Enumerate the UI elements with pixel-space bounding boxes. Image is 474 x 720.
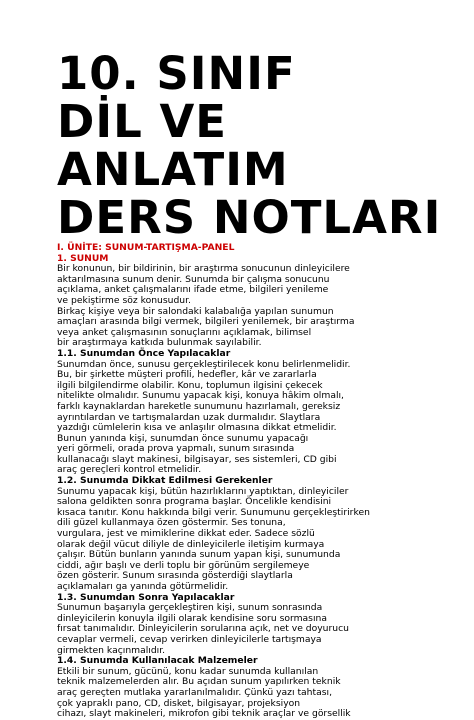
text-line: veya anket çalışmasının sonuçlarını açıklamak, bilimsel (57, 326, 312, 338)
text-line: Sunumu yapacak kişi, bütün hazırlıklarını yaptıktan, dinleyiciler (57, 485, 349, 497)
text-line: aktarılmasına sunum denir. Sunumda bir çalışma sonucunu (57, 273, 330, 285)
text-line: Birkaç kişiye veya bir salondaki kalabalığa yapılan sunumun (57, 305, 334, 317)
text-line: farklı kaynaklardan hareketle sunumunu hazırlamalı, gereksiz (57, 400, 341, 412)
title-line-3: ANLATIM (57, 143, 289, 196)
text-line: dinleyicilerin konuyla ilgili olarak kendisine soru sormasına (57, 612, 327, 624)
paragraph-5 (57, 603, 437, 656)
subheading-1-3: 1.3. Sunumdan Sonra Yapılacaklar (57, 591, 235, 603)
text-line: olarak değil vücut diliyle de dinleyicilerle iletişim kurmaya (57, 538, 325, 550)
text-line: yazdığı cümlelerin kısa ve anlaşılır olmasına dikkat etmelidir. (57, 422, 337, 434)
text-line: araç gereçleri kontrol etmelidir. (57, 464, 202, 476)
text-line: vurgulara, jest ve mimiklerine dikkat eder. Sadece sözlü (57, 528, 315, 540)
text-line: kısaca tanıtır. Konu hakkında bilgi verir. Sunumunu gerçekleştirirken (57, 506, 370, 518)
text-line: çalışır. Bütün bunların yanında sunum yapan kişi, sunumunda (57, 549, 341, 561)
paragraph-6 (57, 667, 437, 720)
text-line: amaçları arasında bilgi vermek, bilgileri yenilemek, bir araştırma (57, 316, 355, 328)
title-line-1: 10. SINIF (57, 47, 296, 100)
paragraph-3 (57, 360, 437, 477)
section-heading: 1. SUNUM (57, 252, 109, 264)
text-line: Sunumun başarıyla gerçekleştiren kişi, sunum sonrasında (57, 602, 323, 614)
title-line-4: DERS NOTLARI (57, 191, 442, 244)
text-line: fırsat tanımalıdır. Dinleyicilerin sorularına açık, net ve doyurucu (57, 623, 349, 635)
text-line: Bunun yanında kişi, sunumdan önce sunumu yapacağı (57, 432, 309, 444)
text-line: ciddi, ağır başlı ve derli toplu bir görünüm sergilemeye (57, 559, 310, 571)
text-line: ilgili bilgilendirme olabilir. Konu, toplumun ilgisini çekecek (57, 379, 323, 391)
text-line: araç gereçten mutlaka yararlanılmalıdır. Çünkü yazı tahtası, (57, 686, 332, 698)
text-line: girmekten kaçınmalıdır. (57, 644, 166, 656)
text-line: Bu, bir şirkette müşteri profili, hedefler, kâr ve zararlarla (57, 369, 317, 381)
text-line: Bir konunun, bir bildirinin, bir araştırma sonucunun dinleyicilere (57, 263, 350, 275)
text-line: açıklama, anket çalışmalarını ifade etme, bilgileri yenileme (57, 284, 329, 296)
subheading-1-1: 1.1. Sunumdan Önce Yapılacaklar (57, 347, 231, 359)
paragraph-2 (57, 307, 437, 349)
paragraph-1 (57, 264, 437, 306)
text-line: ayrıntılardan ve tartışmalardan uzak durmalıdır. Slaytlara (57, 411, 321, 423)
text-line: nitelikte olmalıdır. Sunumu yapacak kişi, konuya hâkim olmalı, (57, 390, 344, 402)
text-line: yeri görmeli, orada prova yapmalı, sunum sırasında (57, 443, 295, 455)
document-body (57, 243, 437, 720)
document-title (57, 47, 442, 244)
text-line: salona geldikten sonra programa başlar. Öncelikle kendisini (57, 496, 332, 508)
text-line: kullanacağı slayt makinesi, bilgisayar, ses sistemleri, CD gibi (57, 453, 337, 465)
text-line: açıklamaları ga yanında götürmelidir. (57, 581, 229, 592)
paragraph-4 (57, 487, 437, 593)
title-line-2: DİL VE (57, 95, 228, 148)
subheading-1-2: 1.2. Sunumda Dikkat Edilmesi Gerekenler (57, 475, 273, 487)
unit-heading: I. ÜNİTE: SUNUM-TARTIŞMA-PANEL (57, 242, 235, 253)
text-line: bir araştırmaya katkıda bulunmak sayılabilir. (57, 337, 262, 349)
text-line: Etkili bir sunum, gücünü, konu kadar sunumda kullanılan (57, 665, 319, 677)
text-line: ve pekiştirme söz konusudur. (57, 294, 191, 306)
text-line: özen gösterir. Sunum sırasında gösterdiği slaytlarla (57, 570, 293, 582)
subheading-1-4: 1.4. Sunumda Kullanılacak Malzemeler (57, 655, 258, 667)
text-line: cevaplar vermeli, cevap verirken dinleyicilerle tartışmaya (57, 633, 322, 645)
text-line: teknik malzemelerden alır. Bu açıdan sunum yapılırken teknik (57, 676, 341, 688)
text-line: çok yapraklı pano, CD, disket, bilgisayar, projeksiyon (57, 697, 301, 709)
text-line: dili güzel kullanmaya özen göstermir. Ses tonuna, (57, 517, 286, 529)
text-line: Sunumdan önce, sunusu gerçekleştirilecek konu belirlenmelidir. (57, 358, 351, 370)
text-line: cihazı, slayt makineleri, mikrofon gibi teknik araçlar ve görsellik (57, 708, 351, 720)
